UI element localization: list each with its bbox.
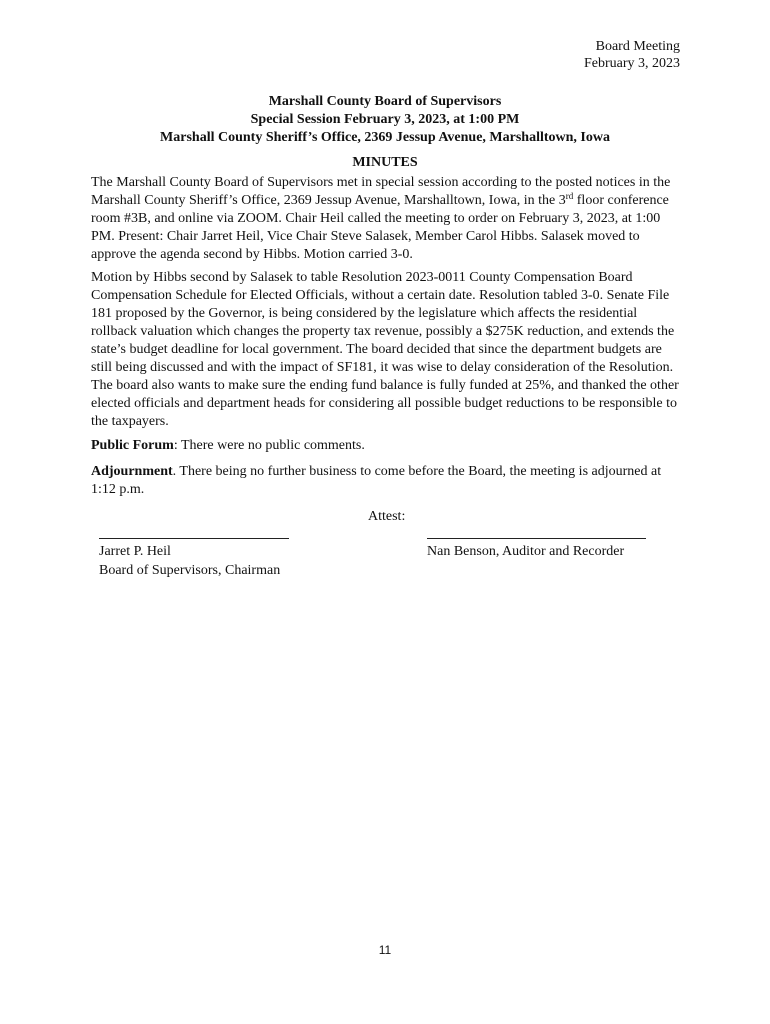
meeting-header: [584, 38, 680, 72]
paragraph-public-forum: [91, 437, 681, 455]
chairman-title: Board of Supervisors, Chairman: [99, 563, 281, 578]
title-organization: Marshall County Board of Supervisors: [268, 94, 502, 109]
public-forum-text: : There were no public comments.: [173, 438, 365, 453]
title-location: Marshall County Sheriff’s Office, 2369 Jessup Avenue, Marshalltown, Iowa: [160, 130, 610, 145]
header-meeting-label: Board Meeting: [595, 39, 680, 54]
attest-label: Attest:: [368, 509, 406, 524]
paragraph-call-to-order: [91, 174, 681, 264]
signature-line-auditor: [427, 538, 646, 539]
public-forum-label: Public Forum: [91, 438, 174, 453]
ordinal-superscript: rd: [565, 191, 574, 201]
signature-block-chairman: [99, 542, 280, 580]
document-title: [0, 93, 770, 147]
signature-line-chairman: [99, 538, 289, 539]
paragraph-call-to-order-part2: floor conference room #3B, and online via ZOOM. Chair Heil called the meeting to order on February 3, 2023, at 1:00 PM. Present: Chair Jarret Heil, Vice Chair Steve Salasek, Member Carol Hibbs. Salasek moved to approve the agenda second by Hibbs. Motion carried 3-0.: [91, 193, 669, 262]
signature-block-auditor: [427, 542, 624, 561]
chairman-name: Jarret P. Heil: [99, 544, 171, 559]
adjournment-label: Adjournment: [91, 464, 173, 479]
paragraph-adjournment: [91, 463, 681, 499]
title-session: Special Session February 3, 2023, at 1:00 PM: [250, 112, 520, 127]
header-meeting-date: February 3, 2023: [583, 56, 680, 71]
paragraph-resolution: Motion by Hibbs second by Salasek to table Resolution 2023-0011 County Compensation Board Compensation Schedule for Elected Officials, without a certain date. Resolution tabled 3-0. Senate File 181 proposed by the Governor, is being considered by the legislature which affects the residential rollback valuation which changes the property tax revenue, possibly a $275K reduction, and extends the state’s budget deadline for local government. The board decided that since the department budgets are still being discussed and with the impact of SF181, it was wise to delay consideration of the Resolution. The board also wants to make sure the ending fund balance is fully funded at 25%, and thanked the other elected officials and department heads for considering all possible budget reductions to be responsible to the taxpayers.: [91, 270, 679, 429]
auditor-name-title: Nan Benson, Auditor and Recorder: [427, 544, 625, 559]
adjournment-text: . There being no further business to come before the Board, the meeting is adjourned at 1:12 p.m.: [91, 464, 662, 497]
page-number: 11: [378, 943, 392, 957]
minutes-heading: MINUTES: [352, 155, 418, 170]
paragraph-call-to-order-part1: The Marshall County Board of Supervisors met in special session according to the posted notices in the Marshall County Sheriff’s Office, 2369 Jessup Avenue, Marshalltown, Iowa, in the 3: [91, 175, 671, 208]
